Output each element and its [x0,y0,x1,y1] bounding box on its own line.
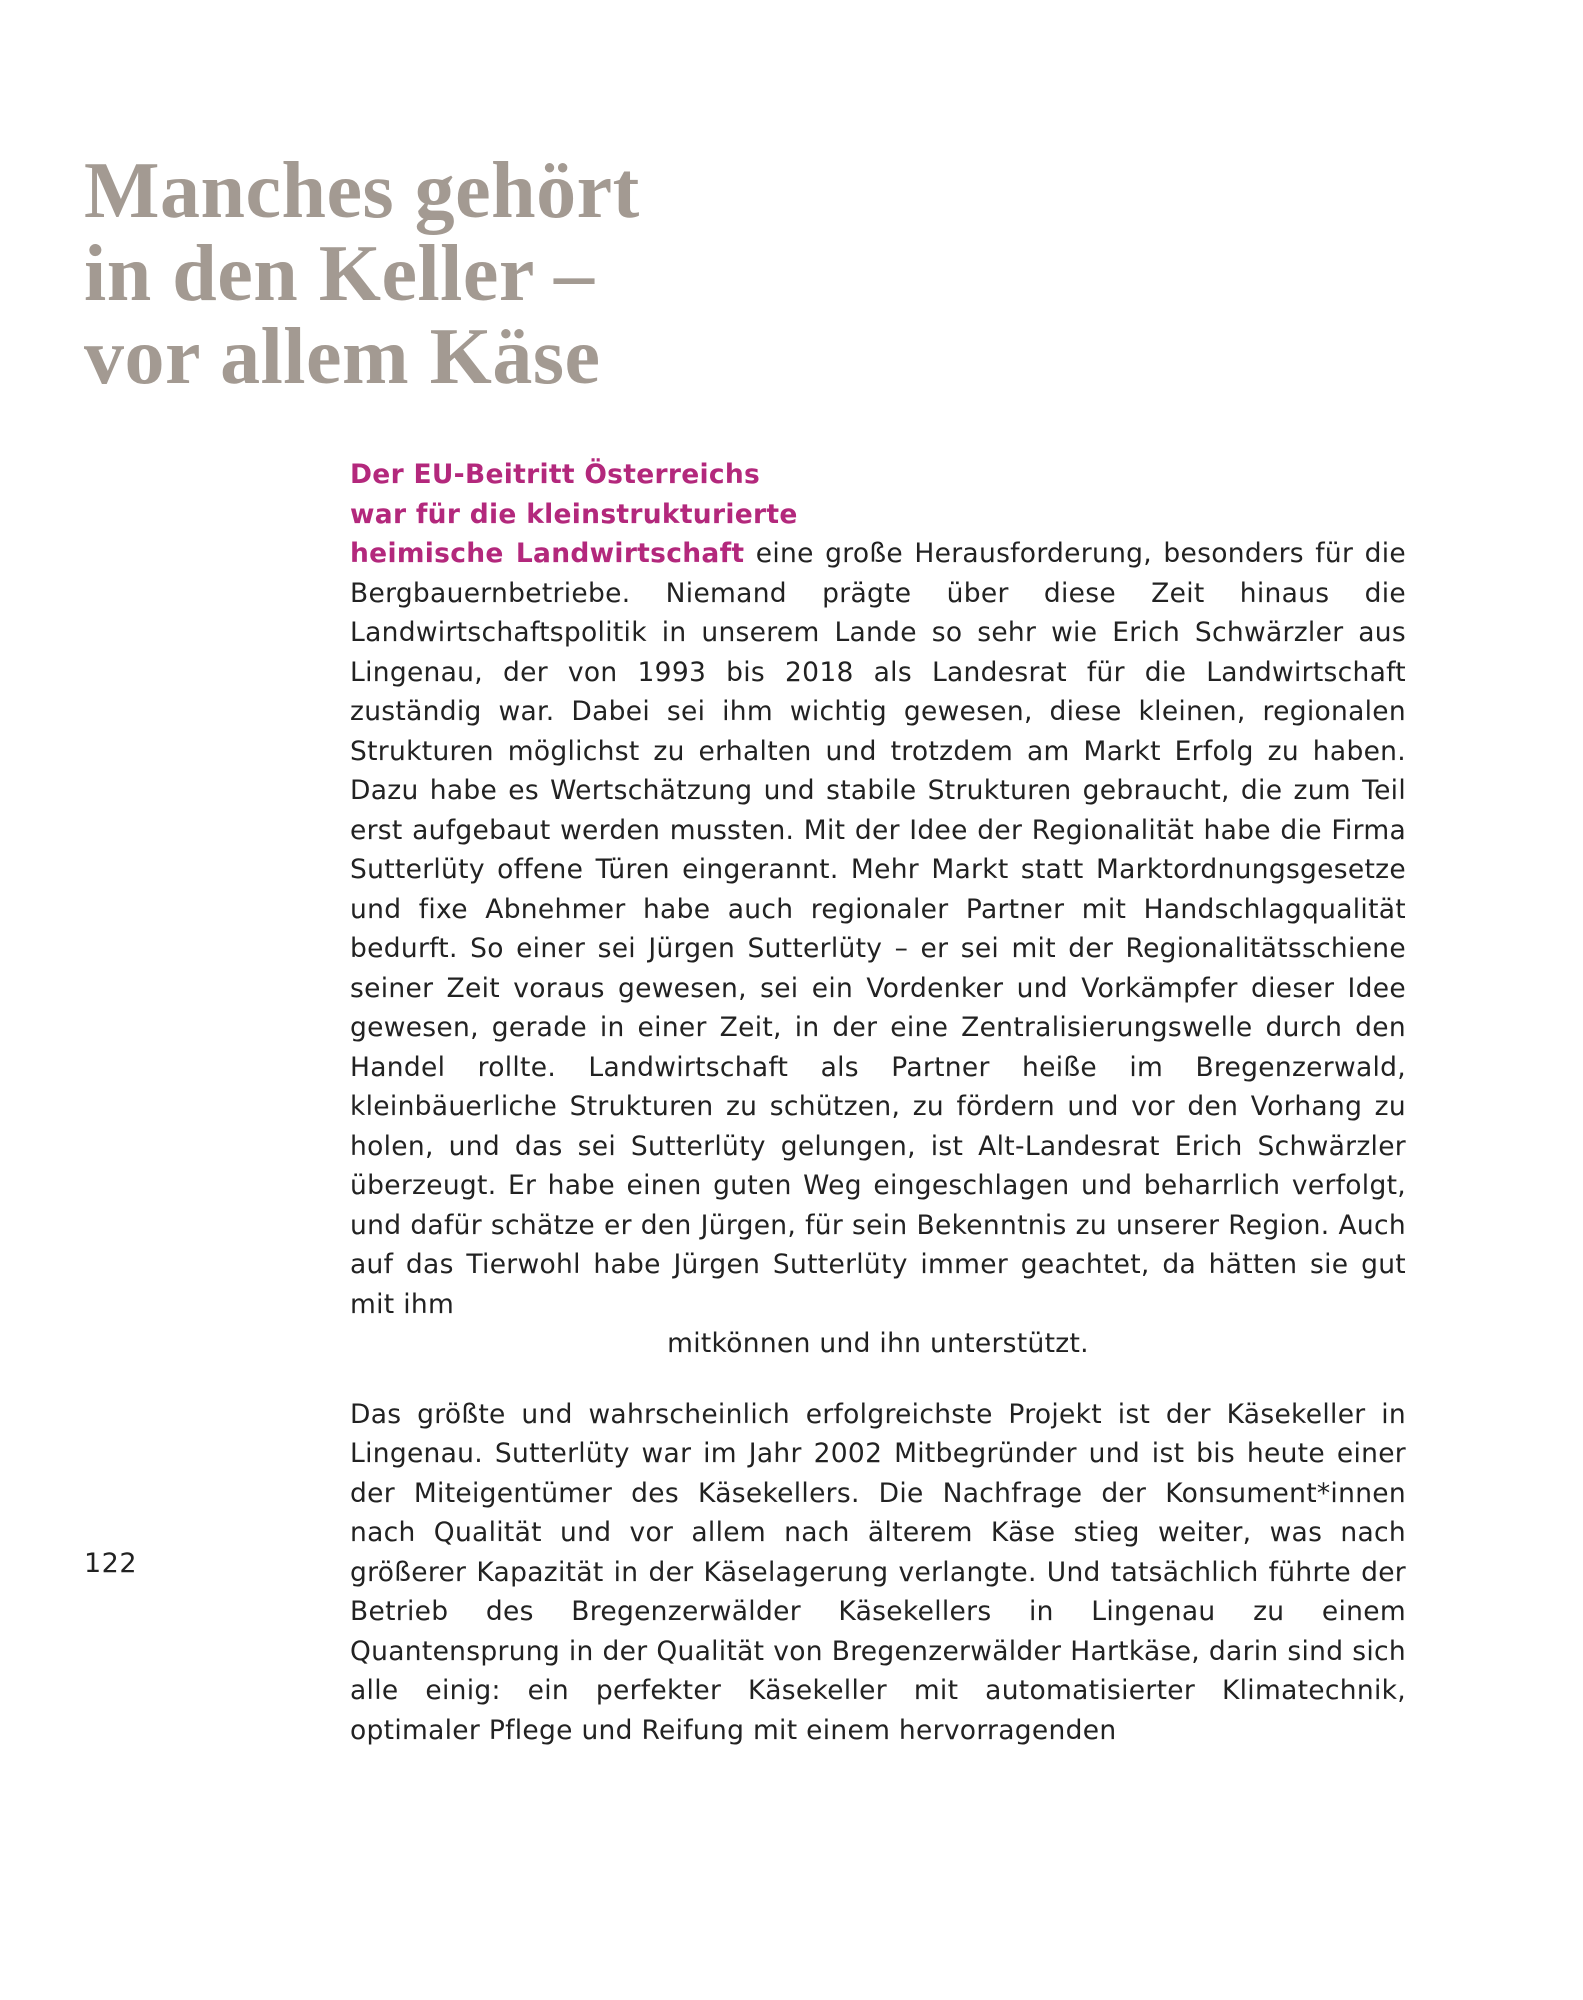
chapter-title [84,147,640,401]
paragraph-1-last-line: mitkönnen und ihn unterstützt. [667,1328,1089,1359]
chapter-title-line-1: Manches gehört [84,147,640,235]
paragraph-1-text: eine große Herausforderung, besonders für die Bergbauernbetriebe. Niemand prägte über diese Zeit hinaus die Landwirtschaftspolitik in unserem Lande so sehr wie Erich Schwärzler aus Lingenau, der von 1993 bis 2018 als Landesrat für die Landwirtschaft zuständig war. Dabei sei ihm wichtig gewesen, diese kleinen, regionalen Strukturen möglichst zu erhalten und trotzdem am Markt Erfolg zu haben. Dazu habe es Wertschätzung und stabile Strukturen gebraucht, die zum Teil erst aufgebaut werden mussten. Mit der Idee der Regionalität habe die Firma Sutterlüty offene Türen eingerannt. Mehr Markt statt Marktordnungsgesetze und fixe Abnehmer habe auch regionaler Partner mit Handschlagqualität bedurft. So einer sei Jürgen Sutterlüty – er sei mit der Regionalitätsschiene seiner Zeit voraus gewesen, sei ein Vordenker und Vorkämpfer dieser Idee gewesen, gerade in einer Zeit, in der eine Zentralisierungswelle durch den Handel rollte. Landwirtschaft als Partner heiße im Bregenzerwald, kleinbäuerliche Strukturen zu schützen, zu fördern und vor den Vorhang zu holen, und das sei Sutterlüty gelungen, ist Alt-Landesrat Erich Schwärzler überzeugt. Er habe einen guten Weg eingeschlagen und beharrlich verfolgt, und dafür schätze er den Jürgen, für sein Bekenntnis zu unserer Region. Auch auf das Tierwohl habe Jürgen Sutterlüty immer geachtet, da hätten sie gut mit ihm [350,538,1406,1320]
chapter-title-line-3: vor allem Käse [84,313,601,401]
paragraph-1 [350,455,1406,1364]
paragraph-2: Das größte und wahrscheinlich erfolgreichste Projekt ist der Käsekeller in Lingenau. Sutterlüty war im Jahr 2002 Mitbegründer und ist bis heute einer der Miteigentümer des Käsekellers. Die Nachfrage der Konsument*innen nach Qualität und vor allem nach älterem Käse stieg weiter, was nach größerer Kapazität in der Käselagerung verlangte. Und tatsächlich führte der Betrieb des Bregenzerwälder Käsekellers in Lingenau zu einem Quantensprung in der Qualität von Bregenzerwälder Hartkäse, darin sind sich alle einig: ein perfekter Käsekeller mit automatisierter Klimatechnik, optimaler Pflege und Reifung mit einem hervorragenden [350,1398,1406,1746]
body-text-column [350,455,1406,1750]
lead-line-1: Der EU-Beitritt Österreichs [350,459,761,490]
page-number: 122 [84,1548,138,1579]
lead-line-3: heimische Landwirtschaft [350,538,745,569]
lead-line-2: war für die kleinstrukturierte [350,498,798,530]
chapter-title-line-2: in den Keller – [84,230,595,318]
